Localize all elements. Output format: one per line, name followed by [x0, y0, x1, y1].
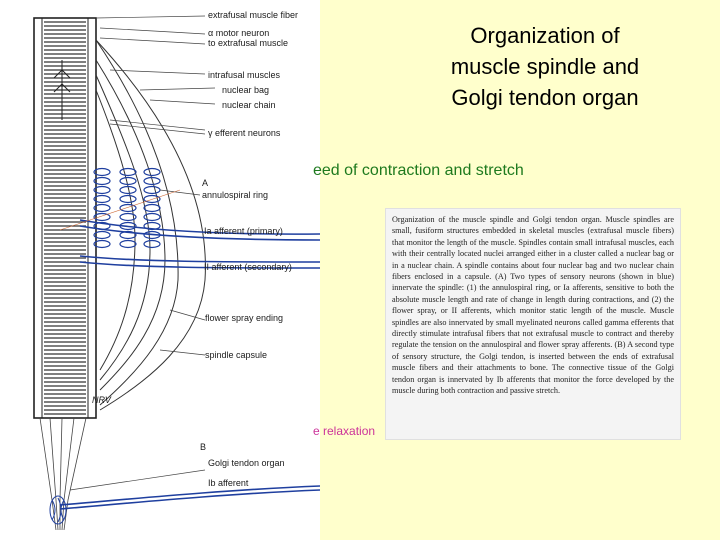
coil-turn — [120, 196, 136, 203]
label-golgi: Golgi tendon organ — [208, 458, 285, 468]
slide-title — [405, 20, 685, 113]
label-ib-afferent: Ib afferent — [208, 478, 249, 488]
title-line-3: Golgi tendon organ — [451, 85, 639, 110]
label-intrafusal: intrafusal muscles — [208, 70, 281, 80]
leader-lines — [96, 16, 215, 355]
label-flower-spray: flower spray ending — [205, 313, 284, 323]
label-nuclear-chain: nuclear chain — [222, 100, 276, 110]
coil-turn — [144, 187, 160, 194]
label-gamma-efferent: γ efferent neurons — [208, 128, 281, 138]
caption-text: Organization of the muscle spindle and Golgi tendon organ. Muscle spindles are small, fusiform structures embedded in skeletal muscles (extrafusal muscle fibers) that monitor the length of the muscle. Spindles contain small intrafusal muscles, each with their centrally located nuclei arranged either in a cluster called a nuclear bag or in a nuclear chain. A spindle contains about four nuclear bag and two nuclear chain fibers enclosed in a capsule. (A) Two types of sensory neurons (shown in blue) innervate the spindle: (1) the annulospiral ring, or Ia afferents, sensitive to both the absolute muscle length and rate of change in length during contractions, and (2) the flower spray, or II afferents, which monitor static length of the muscle. Muscle spindles are also innervated by small myelinated neurons called gamma efferents that directly stimulate intrafusal fibers that not extrafusal muscle to contract and thereby regulate the tension on the annulospiral and flower spray afferents. (B) A second type of sensory structure, the Golgi tendon, is inserted between the ends of extrafusal muscle fibers and their attachments to bone. The connective tissue of the Golgi tendon organ is innervated by Ib afferents that monitor the force developed by the muscle during both contraction and passive stretch. — [392, 215, 674, 396]
label-signature: NRV — [92, 395, 111, 405]
title-line-2: muscle spindle and — [450, 54, 640, 79]
partial-pink-text: e relaxation — [313, 424, 376, 438]
caption-box — [385, 208, 681, 440]
label-panel-b: B — [200, 442, 207, 452]
label-spindle-capsule: spindle capsule — [205, 350, 268, 360]
annulospiral-coils — [94, 169, 160, 248]
title-line-1: Organization of — [470, 23, 620, 48]
coil-turn — [120, 241, 136, 248]
label-nuclear-bag: nuclear bag — [222, 85, 270, 95]
coil-turn — [144, 241, 160, 248]
partial-green-text: eed of contraction and stretch — [313, 162, 524, 179]
label-extrafusal: extrafusal muscle fiber — [208, 10, 299, 20]
coil-turn — [120, 169, 136, 176]
label-motor-neuron-2: to extrafusal muscle — [208, 38, 289, 48]
coil-turn — [120, 178, 136, 185]
coil-turn — [144, 169, 160, 176]
golgi-tendon-organ-shape — [50, 470, 205, 524]
tendon-lines — [40, 418, 86, 530]
diagram-panel — [0, 0, 320, 540]
label-motor-neuron-1: α motor neuron — [208, 28, 270, 38]
coil-turn — [144, 205, 160, 212]
extrafusal-muscle-column — [34, 18, 96, 418]
label-ia-afferent: Ia afferent (primary) — [204, 226, 283, 236]
label-panel-a: A — [202, 178, 209, 188]
label-ii-afferent: II afferent (secondary) — [204, 262, 292, 272]
label-annulospiral: annulospiral ring — [202, 190, 269, 200]
